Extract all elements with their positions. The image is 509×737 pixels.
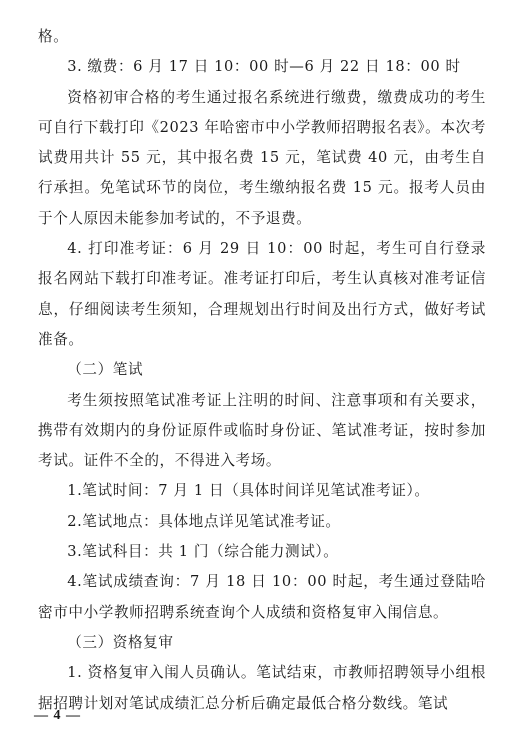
document-body: [38, 22, 486, 719]
paragraph-review-confirmation: 1. 资格复审入闱人员确认。笔试结束，市教师招聘领导小组根据招聘计划对笔试成绩汇总分析后确定最低合格分数线。笔试: [38, 664, 486, 712]
section-heading-qualification-review: （三）资格复审: [67, 633, 174, 651]
paragraph-payment-details: 资格初审合格的考生通过报名系统进行缴费，缴费成功的考生可自行下载打印《2023 年哈密市中小学教师招聘报名表》。本次考试费用共计 55 元，其中报名费 15 元，笔试费 40 元，由考生自行承担。免笔试环节的岗位，考生缴纳报名费 15 元。报考人员由于个人原因未能参加考试的，不予退费。: [38, 88, 486, 227]
paragraph-continuation: 格。: [38, 28, 69, 45]
section-heading-written-exam: （二）笔试: [67, 361, 144, 379]
paragraph-exam-location: 2.笔试地点：具体地点详见笔试准考证。: [67, 512, 341, 530]
paragraph-exam-requirements: 考生须按照笔试准考证上注明的时间、注意事项和有关要求，携带有效期内的身份证原件或临时身份证、笔试准考证，按时参加考试。证件不全的，不得进入考场。: [38, 391, 486, 470]
page-number: — 4 —: [34, 708, 81, 723]
paragraph-exam-subject: 3.笔试科目：共 1 门（综合能力测试）。: [67, 543, 339, 561]
paragraph-score-query: 4.笔试成绩查询：7 月 18 日 10：00 时起，考生通过登陆哈密市中小学教师招聘系统查询个人成绩和资格复审入闱信息。: [38, 573, 486, 621]
paragraph-admission-ticket: 4. 打印准考证：6 月 29 日 10：00 时起，考生可自行登录报名网站下载打印准考证。准考证打印后，考生认真核对准考证信息，仔细阅读考生须知，合理规划出行时间及出行方式，做好考试准备。: [38, 240, 486, 348]
paragraph-payment: 3. 缴费：6 月 17 日 10：00 时—6 月 22 日 18：00 时: [67, 58, 461, 76]
paragraph-exam-time: 1.笔试时间：7 月 1 日（具体时间详见笔试准考证）。: [67, 482, 430, 500]
